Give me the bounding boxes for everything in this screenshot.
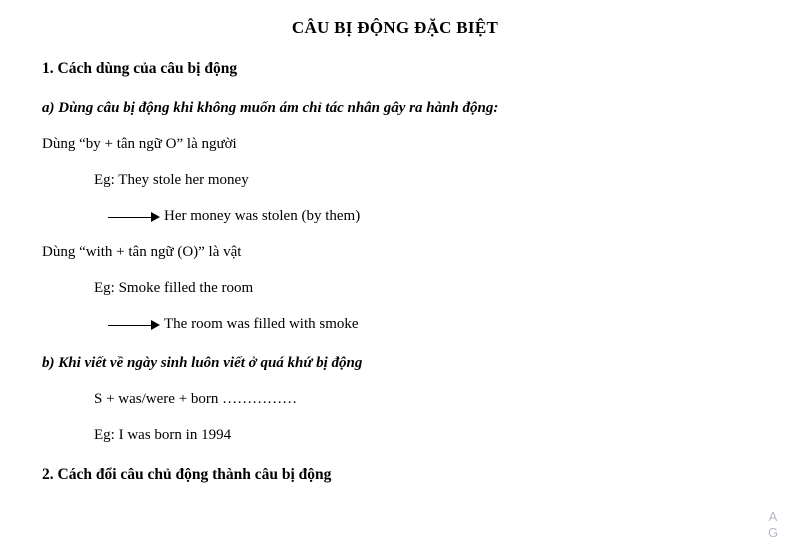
result-filled-text: The room was filled with smoke xyxy=(164,316,359,332)
item-a-heading: a) Dùng câu bị động khi không muốn ám chỉ tác nhân gây ra hành động: xyxy=(42,100,499,116)
result-stolen-text: Her money was stolen (by them) xyxy=(164,208,361,224)
page-title: CÂU BỊ ĐỘNG ĐẶC BIỆT xyxy=(291,18,499,37)
item-b-heading: b) Khi viết về ngày sinh luôn viết ở quá khứ bị động xyxy=(42,355,363,371)
formula-born: S + was/were + born …………… xyxy=(94,391,298,407)
example-smoke: Eg: Smoke filled the room xyxy=(94,280,254,296)
rule-with-line: Dùng “with + tân ngữ (O)” là vật xyxy=(42,244,242,260)
example-stole: Eg: They stole her money xyxy=(94,172,249,188)
right-arrow-icon xyxy=(108,212,160,222)
result-stolen xyxy=(42,208,760,225)
document-page xyxy=(0,18,790,545)
result-filled xyxy=(42,316,760,333)
right-arrow-icon xyxy=(108,320,160,330)
margin-marks xyxy=(762,509,784,541)
section-2-heading: 2. Cách đổi câu chủ động thành câu bị động xyxy=(42,466,332,483)
example-born: Eg: I was born in 1994 xyxy=(94,427,232,443)
margin-mark-2: G xyxy=(767,525,779,540)
rule-by-line: Dùng “by + tân ngữ O” là người xyxy=(42,136,237,152)
margin-mark-1: A xyxy=(768,509,778,524)
document-body xyxy=(0,60,790,484)
section-1-heading: 1. Cách dùng của câu bị động xyxy=(42,60,238,77)
